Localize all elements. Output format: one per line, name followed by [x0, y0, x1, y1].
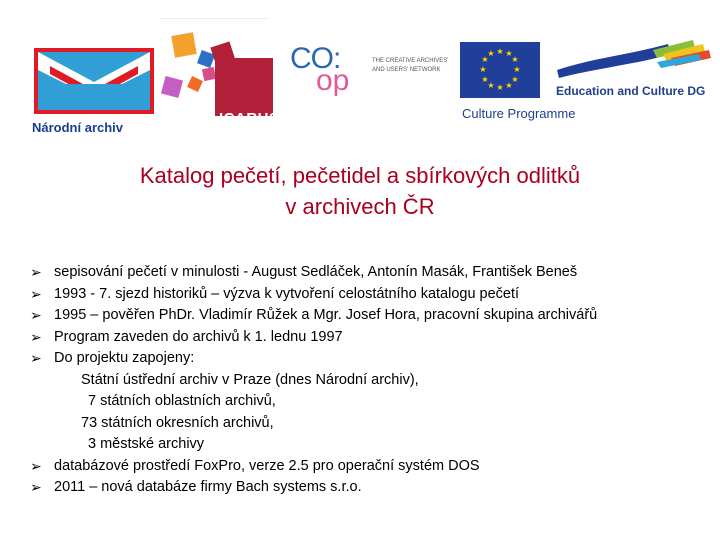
arrowhead-bullet-icon: ➢: [30, 285, 42, 302]
coop-tagline: THE CREATIVE ARCHIVES' AND USERS' NETWORK: [372, 58, 449, 73]
education-flag-wave-icon: [553, 40, 713, 84]
coop-mark-top: CO:: [290, 42, 341, 75]
svg-text:★: ★: [511, 55, 519, 64]
coop-logo: [290, 42, 460, 105]
narodni-archiv-label: Národní archiv: [32, 120, 124, 135]
arrowhead-bullet-icon: ➢: [30, 350, 42, 366]
sub-list-item-text: 3 městské archivy: [88, 436, 205, 452]
svg-text:★: ★: [496, 47, 504, 56]
list-item: [30, 327, 710, 349]
logo-strip: [0, 0, 720, 150]
svg-text:★: ★: [496, 83, 504, 92]
list-item-text: 1993 - 7. sjezd historiků – výzva k vytvoření celostátního katalogu pečetí: [54, 285, 520, 302]
slide-title: [0, 160, 720, 222]
icarus-label: ICARUS: [219, 110, 280, 127]
list-item: [30, 348, 710, 370]
svg-text:★: ★: [511, 75, 519, 84]
narodni-archiv-emblem: [30, 40, 158, 120]
education-culture-label: Education and Culture DG: [556, 84, 706, 98]
svg-text:★: ★: [487, 81, 495, 90]
arrowhead-bullet-icon: ➢: [30, 479, 42, 495]
list-item: [30, 284, 710, 306]
title-line-2: v archivech ČR: [285, 194, 435, 219]
list-item: [30, 262, 710, 284]
svg-text:★: ★: [505, 81, 513, 90]
bullet-list: [30, 262, 710, 499]
culture-programme-label: Culture Programme: [462, 106, 576, 121]
arrowhead-bullet-icon: ➢: [30, 307, 42, 323]
sub-list-item-text: 73 státních okresních archivů,: [81, 414, 274, 431]
list-item: [30, 477, 710, 499]
sub-list-item-text: Státní ústřední archiv v Praze (dnes Národní archiv),: [81, 371, 419, 388]
icarus-squares: [155, 18, 280, 118]
sub-list-item-text: 7 státních oblastních archivů,: [88, 393, 276, 409]
arrowhead-bullet-icon: ➢: [30, 264, 42, 280]
svg-text:★: ★: [481, 75, 489, 84]
list-item-text: 2011 – nová databáze firmy Bach systems s.r.o.: [54, 479, 362, 495]
list-item-text: 1995 – pověřen PhDr. Vladimír Růžek a Mgr. Josef Hora, pracovní skupina archivářů: [54, 307, 598, 323]
arrowhead-bullet-icon: ➢: [30, 457, 42, 474]
svg-text:★: ★: [479, 65, 487, 74]
coop-mark-bottom: op: [316, 64, 350, 97]
list-item-text: Program zaveden do archivů k 1. lednu 1997: [54, 328, 343, 345]
arrowhead-bullet-icon: ➢: [30, 328, 42, 345]
list-item: [30, 456, 710, 478]
icarus-logo: [155, 18, 280, 127]
eu-flag-logo: [460, 42, 540, 98]
sub-list-item: [30, 413, 710, 435]
narodni-archiv-logo: [30, 40, 158, 140]
sub-list-item: [30, 434, 710, 456]
sub-list-item: [30, 391, 710, 413]
list-item-text: sepisování pečetí v minulosti - August Sedláček, Antonín Masák, František Beneš: [54, 264, 578, 280]
svg-text:★: ★: [505, 49, 513, 58]
list-item: [30, 305, 710, 327]
list-item-text: databázové prostředí FoxPro, verze 2.5 pro operační systém DOS: [54, 457, 480, 474]
svg-text:★: ★: [481, 55, 489, 64]
eu-flag-icon: [460, 42, 540, 98]
svg-text:★: ★: [513, 65, 521, 74]
svg-text:★: ★: [487, 49, 495, 58]
list-item-text: Do projektu zapojeny:: [54, 350, 195, 366]
title-line-1: Katalog pečetí, pečetidel a sbírkových odlitků: [139, 163, 581, 188]
sub-list-item: [30, 370, 710, 392]
